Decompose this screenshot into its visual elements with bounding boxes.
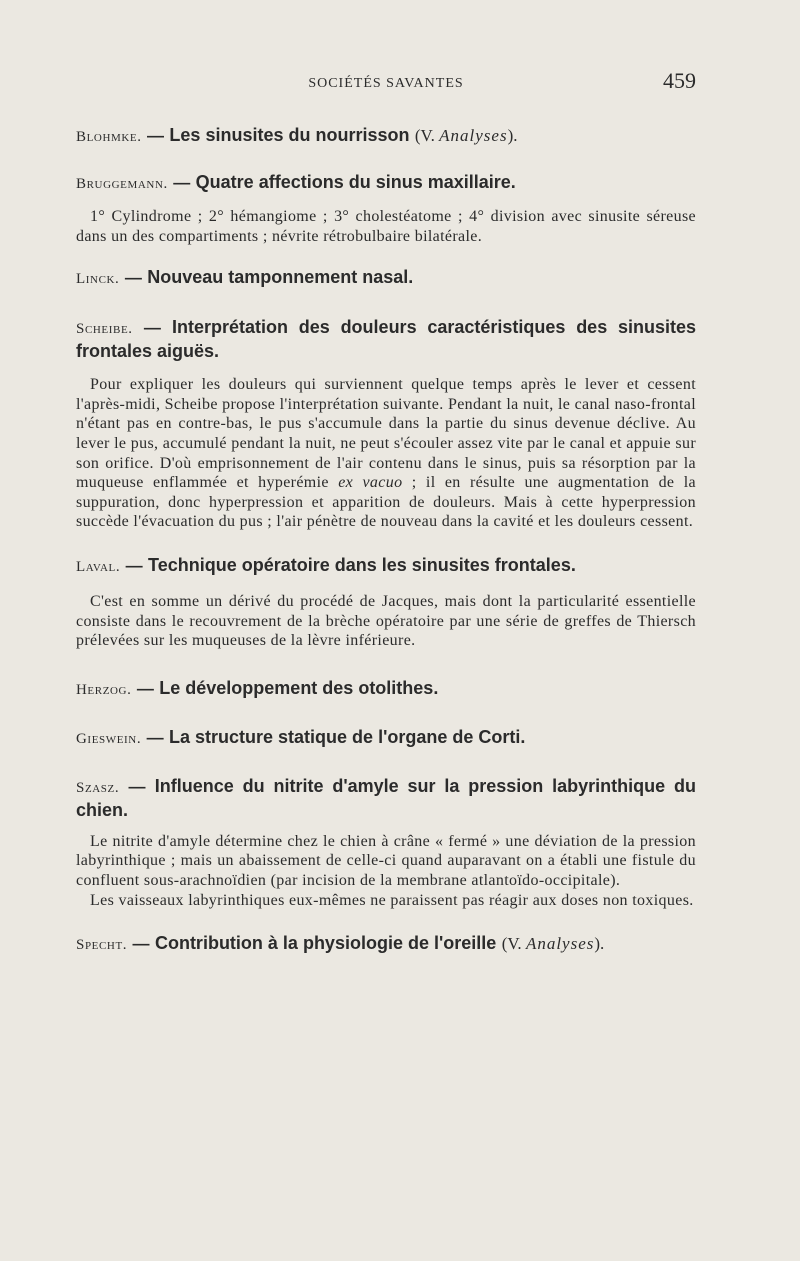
entry-paragraph: C'est en somme un dérivé du procédé de Jacques, mais dont la particularité essentielle consiste dans le recouvrement de la brèche opératoire par une série de greffes de Thiersch prélevées sur les muqueuses de la lèvre inférieure. xyxy=(76,592,696,650)
ref-open: (V. xyxy=(414,126,440,145)
entry-laval xyxy=(76,554,696,651)
entry-author: Herzog. xyxy=(76,681,132,698)
entry-title: Influence du nitrite d'amyle sur la pression labyrinthique du chien. xyxy=(76,775,696,820)
entry-dash: — xyxy=(128,776,146,796)
entry-heading xyxy=(76,932,696,956)
entry-heading xyxy=(76,266,696,290)
page-number: 459 xyxy=(663,68,696,93)
entry-szasz xyxy=(76,775,696,910)
entry-paragraph: Le nitrite d'amyle détermine chez le chien à crâne « fermé » une déviation de la pression labyrinthique ; mais un abaissement de celle-ci quand auparavant on a établi une fistule du confluent sous-arachnoïdien (par incision de la membrane atlantoïdo-occipitale). xyxy=(76,832,696,889)
entry-linck xyxy=(76,266,696,290)
running-title: SOCIÉTÉS SAVANTES xyxy=(308,76,464,91)
entry-dash: — xyxy=(173,173,191,192)
entry-bruggemann xyxy=(76,171,696,246)
entry-heading xyxy=(76,677,696,701)
entry-title: Quatre affections du sinus maxillaire. xyxy=(195,172,516,192)
entry-gieswein xyxy=(76,726,696,750)
paragraph-text: ; il en résulte une augmentation de la suppuration, donc hyperpression et apparition de douleurs. Mais à cette hyperpression succède l'évacuation du pus ; l'air pénètre de nouveau dans la cavité et les douleurs cessent. xyxy=(76,474,696,531)
entry-blohmke xyxy=(76,124,696,148)
entry-title: Contribution à la physiologie de l'oreille xyxy=(154,933,497,954)
ref-open: (V. xyxy=(501,934,526,954)
paragraph-text: Pour expliquer les douleurs qui surviennent quelque temps après le lever et cessent l'après-midi, Scheibe propose l'interprétation suivante. Pendant la nuit, le canal naso-frontal n'étant pas en contre-bas, le pus s'accumule dans la partie du sinus devenue déclive. Au lever le pus, accumulé pendant la nuit, ne peut s'écouler assez vite par le canal et appuie sur son orifice. D'où emprisonnement de l'air contenu dans le sinus, puis sa résorption par la muqueuse enflammée et hyperémie xyxy=(76,376,696,492)
entry-author: Szasz. xyxy=(76,779,120,796)
entry-paragraph: 1° Cylindrome ; 2° hémangiome ; 3° cholestéatome ; 4° division avec sinusite séreuse dans un des compartiments ; névrite rétrobulbaire bilatérale. xyxy=(76,208,696,245)
entry-paragraph: Les vaisseaux labyrinthiques eux-mêmes ne paraissent pas réagir aux doses non toxiques. xyxy=(90,891,694,909)
entry-author: Scheibe. xyxy=(76,321,133,338)
entry-heading xyxy=(76,775,696,822)
entry-title: Nouveau tamponnement nasal. xyxy=(147,267,414,288)
entry-author: Linck. xyxy=(76,271,120,288)
entry-heading xyxy=(76,554,696,578)
entry-author: Gieswein. xyxy=(76,730,142,747)
entry-heading xyxy=(76,171,696,195)
entry-dash: — xyxy=(146,727,164,747)
ref-italic: Analyses xyxy=(525,934,595,954)
ref-italic: Analyses xyxy=(439,126,508,145)
entry-author: Specht. xyxy=(76,937,128,954)
entry-title: Les sinusites du nourrisson xyxy=(169,125,410,145)
ref-close: ). xyxy=(507,126,518,145)
paragraph-italic: ex vacuo xyxy=(338,474,403,492)
entry-herzog xyxy=(76,677,696,701)
entry-scheibe xyxy=(76,316,696,532)
entry-title: Le développement des otolithes. xyxy=(159,677,439,698)
entry-title: Technique opératoire dans les sinusites frontales. xyxy=(148,554,576,575)
entry-heading xyxy=(76,124,696,148)
entry-dash: — xyxy=(147,126,165,145)
entry-reference xyxy=(502,934,605,953)
page-header xyxy=(76,68,696,98)
entry-author: Bruggemann. xyxy=(76,176,168,192)
entry-paragraph xyxy=(76,375,696,532)
entry-author: Blohmke. xyxy=(76,129,142,145)
entry-dash: — xyxy=(124,268,142,288)
entry-dash: — xyxy=(143,318,161,338)
entry-reference xyxy=(415,126,518,145)
page-content xyxy=(76,124,696,956)
entry-specht xyxy=(76,932,696,956)
entry-heading xyxy=(76,726,696,750)
entry-heading xyxy=(76,316,696,363)
entry-author: Laval. xyxy=(76,558,121,575)
ref-close: ). xyxy=(594,934,605,954)
entry-dash: — xyxy=(136,678,154,698)
entry-title: La structure statique de l'organe de Corti. xyxy=(169,726,526,747)
entry-dash: — xyxy=(125,555,143,575)
entry-dash: — xyxy=(132,934,150,954)
entry-title: Interprétation des douleurs caractéristiques des sinusites frontales aiguës. xyxy=(76,317,697,362)
